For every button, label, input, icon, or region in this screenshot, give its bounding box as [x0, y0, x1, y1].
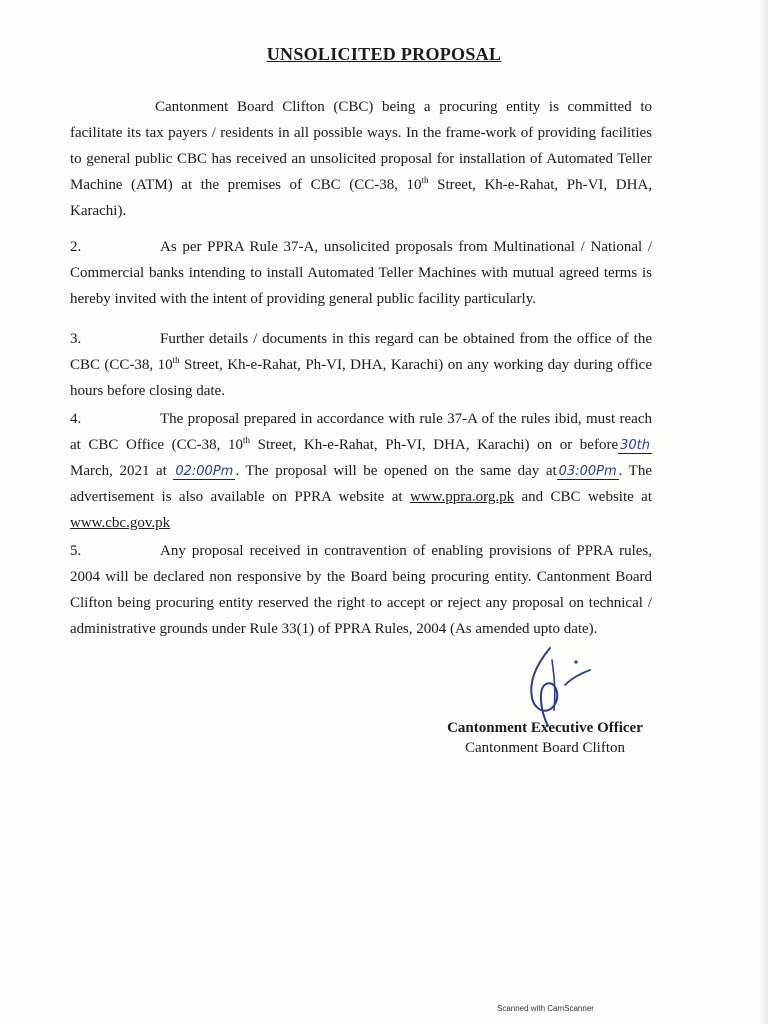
- paragraph-number: 4.: [70, 411, 82, 427]
- ppra-website-link[interactable]: www.ppra.org.pk: [409, 489, 515, 505]
- paragraph-4: 4. The proposal prepared in accordance with rule 37-A of the rules ibid, must reach at CBC Office (CC-38, 10th Street, Kh-e-Rahat, Ph-VI, DHA, Karachi) on or before 30th March, 2021 at 02:00Pm . The proposal will be opened on the same day at 03:00Pm . The advertisement is also available on PPRA website at www.ppra.org.pk and CBC website at www.cbc.gov.pk: [70, 406, 652, 536]
- handwritten-opening-time: 03:00Pm: [558, 464, 617, 479]
- paragraph-number: 2.: [70, 239, 82, 255]
- scanner-footer: Scanned with CamScanner: [497, 1004, 594, 1013]
- handwritten-date: 30th: [620, 438, 650, 453]
- signatory-organization: Cantonment Board Clifton: [465, 740, 625, 756]
- paragraph-5: 5. Any proposal received in contravention of enabling provisions of PPRA rules, 2004 will be declared non responsive by the Board being procuring entity. Cantonment Board Clifton being procuring entity reserved the right to accept or reject any proposal on technical / administrative grounds under Rule 33(1) of PPRA Rules, 2004 (As amended upto date).: [70, 538, 652, 642]
- signatory-block: [440, 718, 650, 758]
- document-title: UNSOLICITED PROPOSAL: [266, 44, 502, 64]
- paragraph-2: 2. As per PPRA Rule 37-A, unsolicited proposals from Multinational / National / Commercial banks intending to install Automated Teller Machines with mutual agreed terms is hereby invited with the intent of providing general public facility particularly.: [70, 234, 652, 312]
- paragraph-number: 5.: [70, 543, 82, 559]
- cbc-website-link[interactable]: www.cbc.gov.pk: [70, 515, 171, 531]
- paragraph-3: 3. Further details / documents in this regard can be obtained from the office of the CBC (CC-38, 10th Street, Kh-e-Rahat, Ph-VI, DHA, Karachi) on any working day during office hours before closing date.: [70, 326, 652, 404]
- paragraph-number: 3.: [70, 331, 82, 347]
- handwritten-closing-time: 02:00Pm: [175, 464, 234, 479]
- signatory-title: Cantonment Executive Officer: [447, 720, 643, 736]
- intro-paragraph: Cantonment Board Clifton (CBC) being a procuring entity is committed to facilitate its tax payers / residents in all possible ways. In the frame-work of providing facilities to general public CBC has received an unsolicited proposal for installation of Automated Teller Machine (ATM) at the premises of CBC (CC-38, 10th Street, Kh-e-Rahat, Ph-VI, DHA, Karachi).: [70, 99, 652, 219]
- scan-edge-shadow: [760, 0, 768, 1024]
